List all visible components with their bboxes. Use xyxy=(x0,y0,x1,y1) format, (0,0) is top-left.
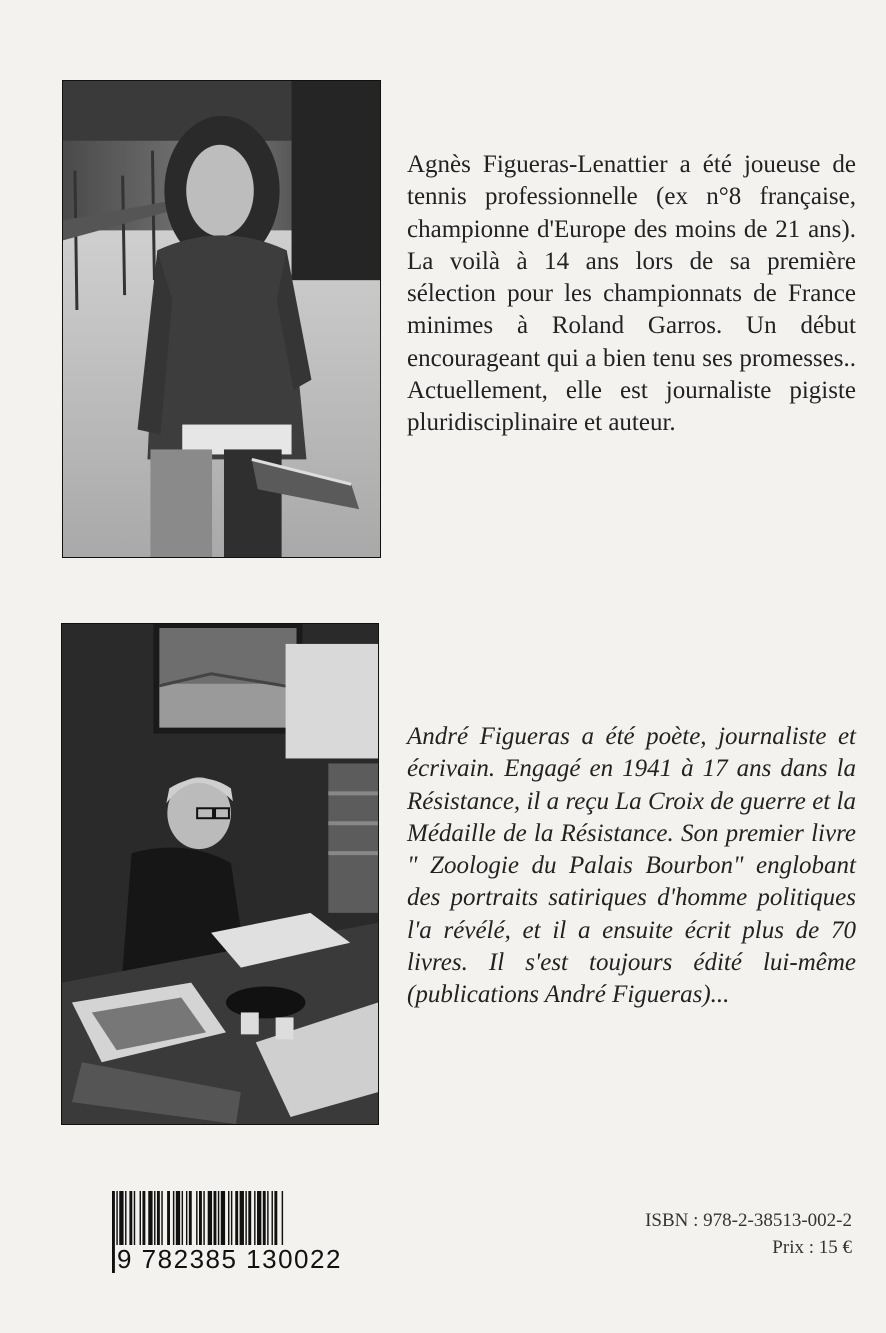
agnes-photo xyxy=(62,80,381,558)
barcode-digits: 9 782385 130022 xyxy=(117,1244,342,1274)
agnes-bio: Agnès Figueras-Lenattier a été joueuse de tennis professionnelle (ex n°8 française, championne d'Europe des moins de 21 ans). La voilà à 14 ans lors de sa première sélection pour les championnats de France minimes à Roland Garros. Un début encourageant qui a bien tenu ses promesses.. Actuellement, elle est journaliste pigiste pluridisciplinaire et auteur. xyxy=(407,151,856,437)
isbn-label: ISBN : 978-2-38513-002-2 xyxy=(645,1210,852,1231)
andre-bio: André Figueras a été poète, journaliste et écrivain. Engagé en 1941 à 17 ans dans la Résistance, il a reçu La Croix de guerre et la Médaille de la Résistance. Son premier livre " Zoologie du Palais Bourbon" englobant des portraits satiriques d'homme politiques l'a révélé, et il a ensuite écrit plus de 70 livres. Il s'est toujours édité lui-même (publications André Figueras)... xyxy=(407,723,856,1009)
andre-photo-image xyxy=(62,624,378,1124)
agnes-photo-image xyxy=(63,81,380,557)
price-label: Prix : 15 € xyxy=(772,1237,852,1258)
andre-photo xyxy=(61,623,379,1125)
